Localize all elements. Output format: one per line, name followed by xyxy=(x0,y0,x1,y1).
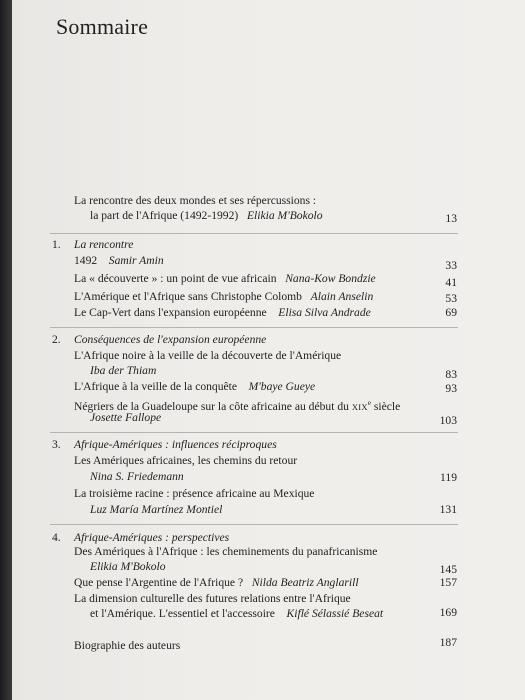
entry-title-end: siècle xyxy=(370,399,401,413)
intro-line-1: La rencontre des deux mondes et ses répercussions : xyxy=(74,194,317,207)
toc-entry-title: Les Amériques africaines, les chemins du retour xyxy=(74,454,298,467)
book-spine-shadow xyxy=(0,0,12,700)
entry-page: 33 xyxy=(445,259,457,272)
century-suffix: e xyxy=(367,399,371,407)
entry-page: 103 xyxy=(439,414,457,427)
page-title: Sommaire xyxy=(56,14,149,39)
section-number: 4. xyxy=(52,531,61,544)
entry-page: 83 xyxy=(445,368,457,381)
toc-entry-title: L'Afrique noire à la veille de la découverte de l'Amérique xyxy=(74,349,342,362)
section-number: 1. xyxy=(52,238,61,251)
toc-entry xyxy=(74,272,376,286)
entry-title-line2: et l'Amérique. L'essentiel et l'accessoire xyxy=(90,607,275,620)
section-divider xyxy=(50,233,458,234)
entry-author: Luz María Martínez Montiel xyxy=(90,503,223,516)
entry-page: 93 xyxy=(445,382,457,395)
entry-page: 69 xyxy=(445,306,457,319)
toc-entry-continuation xyxy=(90,607,383,621)
century-numeral: XIX xyxy=(351,401,368,412)
entry-page: 41 xyxy=(445,276,457,289)
section-divider xyxy=(50,432,458,433)
toc-entry xyxy=(74,254,164,268)
entry-title: 1492 xyxy=(74,254,98,267)
entry-title: Négriers de la Guadeloupe sur la côte africaine au début du xyxy=(74,399,349,413)
section-heading: Afrique-Amériques : influences réciproques xyxy=(74,438,277,451)
entry-author: Elisa Silva Andrade xyxy=(278,306,371,319)
toc-entry-title: Des Amériques à l'Afrique : les cheminements du panafricanisme xyxy=(74,545,378,558)
toc-entry-title: La dimension culturelle des futures relations entre l'Afrique xyxy=(74,592,351,605)
entry-title: Le Cap-Vert dans l'expansion européenne xyxy=(74,306,267,319)
entry-page: 131 xyxy=(439,503,457,516)
intro-line-2 xyxy=(90,209,323,223)
entry-author: Alain Anselin xyxy=(310,290,374,303)
entry-author: Elikia M'Bokolo xyxy=(90,560,166,573)
intro-page: 13 xyxy=(445,212,457,225)
section-heading: Conséquences de l'expansion européenne xyxy=(74,333,267,346)
entry-author: Nana-Kow Bondzie xyxy=(285,272,376,285)
entry-author: M'baye Gueye xyxy=(248,380,316,393)
section-heading: Afrique-Amériques : perspectives xyxy=(74,531,230,544)
entry-author: Nilda Beatriz Anglarill xyxy=(251,576,359,589)
entry-page: 157 xyxy=(439,576,457,589)
intro-author: Elikia M'Bokolo xyxy=(246,209,323,222)
entry-author: Nina S. Friedemann xyxy=(90,470,184,483)
section-heading: La rencontre xyxy=(74,238,134,251)
entry-author: Josette Fallope xyxy=(90,411,162,424)
toc-entry xyxy=(74,380,315,394)
section-divider xyxy=(50,327,458,328)
section-number: 3. xyxy=(52,438,61,451)
book-page xyxy=(12,0,525,700)
toc-entry xyxy=(74,290,373,304)
biography-page: 187 xyxy=(439,636,457,649)
toc-entry xyxy=(74,306,371,320)
entry-page: 119 xyxy=(440,471,457,484)
entry-title: L'Afrique à la veille de la conquête xyxy=(74,380,238,393)
entry-title: L'Amérique et l'Afrique sans Christophe Colomb xyxy=(74,290,302,303)
entry-title: Que pense l'Argentine de l'Afrique ? xyxy=(74,576,244,589)
entry-page: 53 xyxy=(445,292,457,305)
toc-entry xyxy=(74,576,359,590)
entry-title: La « découverte » : un point de vue africain xyxy=(74,272,277,285)
entry-author: Iba der Thiam xyxy=(90,364,157,377)
entry-page: 145 xyxy=(439,563,457,576)
section-divider xyxy=(50,524,458,525)
entry-author: Kiflé Sélassié Beseat xyxy=(286,607,384,620)
entry-author: Samir Amin xyxy=(108,254,164,267)
intro-title-part: la part de l'Afrique (1492-1992) xyxy=(90,209,239,222)
toc-entry-title: La troisième racine : présence africaine au Mexique xyxy=(74,487,315,500)
entry-page: 169 xyxy=(439,606,457,619)
biography-entry: Biographie des auteurs xyxy=(74,639,181,652)
section-number: 2. xyxy=(52,333,61,346)
